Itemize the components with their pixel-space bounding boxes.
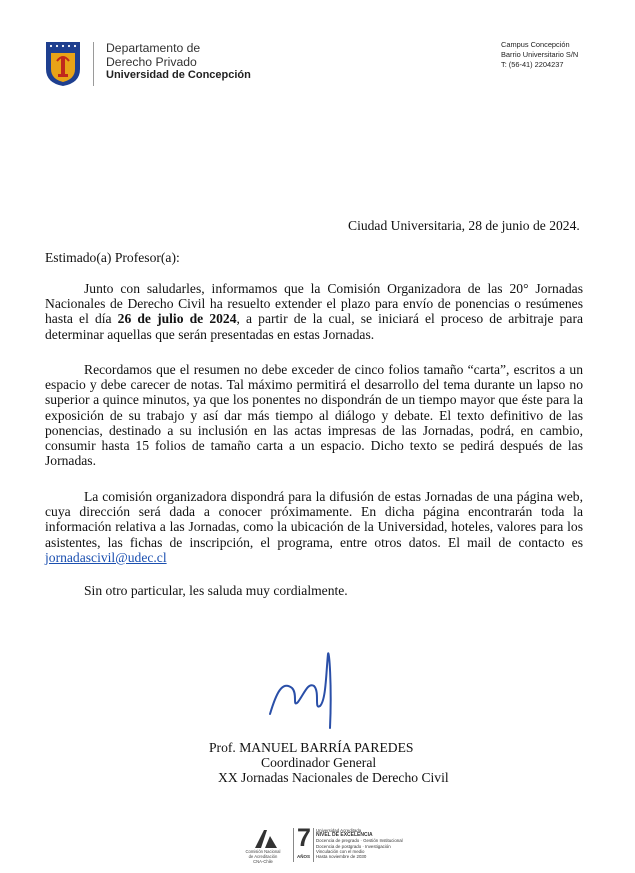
years-label: AÑOS: [297, 854, 311, 859]
university-name: Universidad de Concepción: [106, 69, 251, 81]
phone-number: T: (56-41) 2204237: [501, 60, 564, 69]
cna-label: [237, 849, 289, 864]
footer-divider: [293, 828, 294, 862]
cna-line-1: Comisión Nacional: [245, 849, 281, 854]
department-block: [106, 42, 251, 83]
closing-line: Sin otro particular, les saluda muy cordialmente.: [84, 583, 348, 598]
campus-address: [501, 40, 578, 70]
website-text: La comisión organizadora dispondrá para la difusión de estas Jornadas de una página web, cuya dirección será dada a conocer próximamente. En dicha página encontrarán toda la información relativa a las Jornadas, como la ubicación de la Universidad, hoteles, valores para los asistentes, las fichas de inscripción, el programa, entre otros datos. El mail de contacto es: [45, 489, 583, 550]
accreditation-info: [316, 828, 403, 859]
accreditation-area-2: Docencia de postgrado · Investigación: [316, 843, 391, 849]
campus-name: Campus Concepción: [501, 40, 570, 49]
accreditation-area-1: Docencia de pregrado · Gestión Institucional: [316, 838, 403, 844]
paragraph-deadline: [45, 281, 583, 342]
department-line-2: Derecho Privado: [106, 54, 197, 69]
signer-event: XX Jornadas Nacionales de Derecho Civil: [218, 770, 449, 785]
paragraph-summary-rules: Recordamos que el resumen no debe exceder de cinco folios tamaño “carta”, escritos a un espacio y debe carecer de notas. Tal máximo permitirá el desarrollo del tema durante un lapso no superior a quince minutos, ya que los ponentes no dispondrán de un tiempo mayor que éste para la exposición de su trabajo y así dar más tiempo al diálogo y debate. El texto definitivo de las ponencias, destinado a su inclusión en las actas impresas de las Jornadas, podrá, en cambio, consumir hasta 15 folios de tamaño carta a un espacio. Dicho texto se pedirá después de las Jornadas.: [45, 362, 583, 469]
excellence-level: NIVEL DE EXCELENCIA: [316, 832, 373, 839]
greeting: Estimado(a) Profesor(a):: [45, 250, 180, 265]
accreditation-area-3: Vinculación con el medio: [316, 848, 365, 854]
deadline-text-start: Junto con saludarles, informamos que la Comisión Organizadora de las 20° Jornadas Nacionales de Derecho Civil ha resuelto extender el plazo para envío de ponencias o resúmenes hasta el día: [45, 281, 583, 327]
deadline-date: 26 de julio de 2024: [117, 311, 237, 327]
accreditation-until: Hasta noviembre de 2030: [316, 854, 367, 860]
accreditation-footer: [237, 824, 403, 866]
letterhead: [0, 0, 635, 110]
contact-email-link[interactable]: jornadascivil@udec.cl: [45, 549, 167, 565]
years-number: 7: [297, 824, 311, 852]
cna-line-3: CNA-Chile: [253, 859, 273, 864]
header-divider: [93, 42, 94, 86]
university-crest-icon: [45, 41, 81, 87]
letter-date: Ciudad Universitaria, 28 de junio de 2024.: [348, 218, 580, 233]
street-address: Barrio Universitario S/N: [501, 50, 579, 59]
cna-line-2: de Acreditación: [248, 854, 278, 859]
paragraph-website: [45, 489, 583, 565]
cna-logo-icon: [253, 828, 279, 850]
accredited-label: Universidad Acreditada: [316, 828, 362, 833]
signer-role: Coordinador General: [261, 755, 377, 770]
department-line-1: Departamento de: [106, 41, 201, 55]
deadline-text-end: , a partir de la cual, se iniciará el proceso de arbitraje para determinar aquellas que serán presentadas en estas Jornadas.: [45, 311, 584, 342]
footer-divider-2: [313, 828, 314, 862]
handwritten-signature: [262, 644, 342, 732]
signer-name: Prof. MANUEL BARRÍA PAREDES: [209, 740, 414, 755]
